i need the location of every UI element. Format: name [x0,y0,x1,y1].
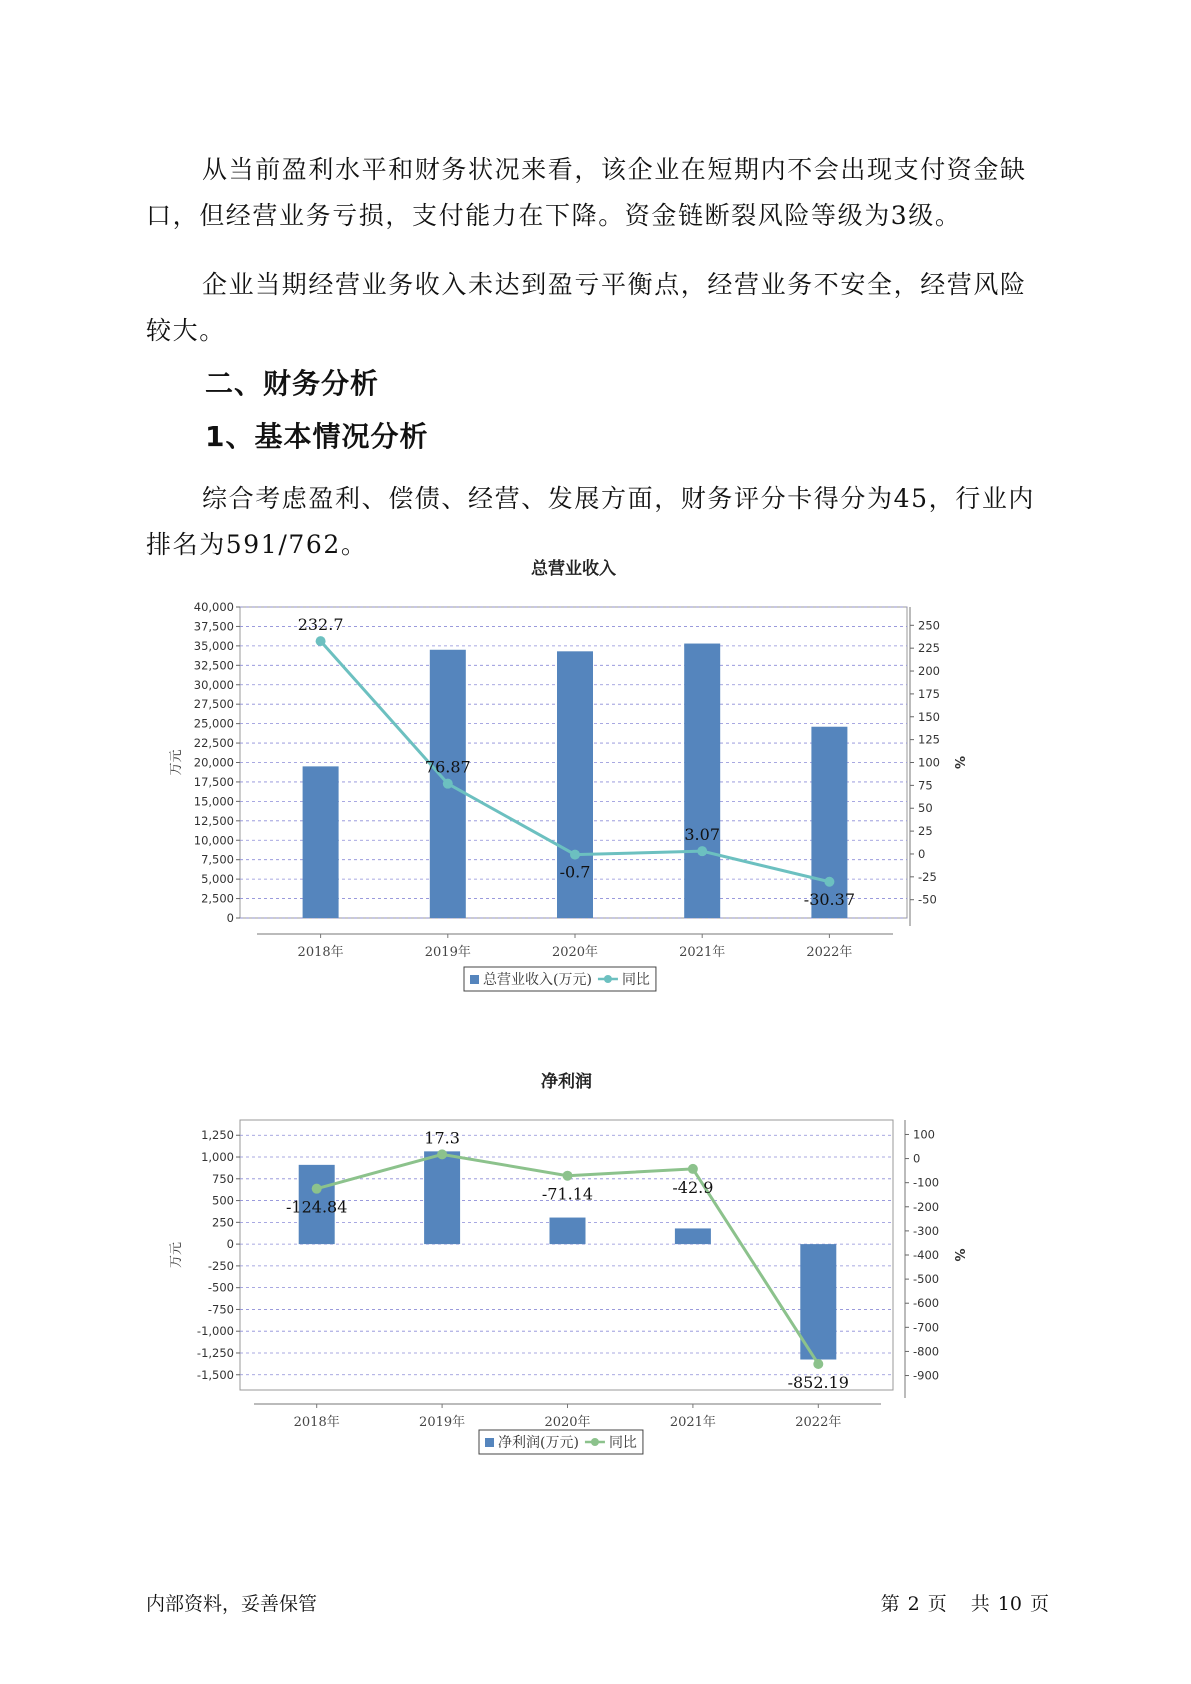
y2-tick-label: 100 [913,1127,935,1142]
y-tick-label: 2,500 [201,891,234,906]
legend-line-marker [591,1438,599,1446]
yoy-data-label: -30.37 [803,889,856,909]
net-profit-chart [0,1072,1191,1560]
y-tick-label: 15,000 [193,794,234,809]
bar [684,644,720,918]
y2-tick-label: -300 [913,1223,940,1238]
x-tick-label: 2020年 [544,1415,591,1430]
legend-bar-swatch [485,1438,494,1447]
y2-tick-label: -800 [913,1344,940,1359]
yoy-point [688,1164,698,1174]
y-tick-label: -750 [207,1302,234,1317]
y2-tick-label: 50 [918,801,933,816]
bar [424,1151,460,1244]
yoy-point [570,850,580,860]
y2-tick-label: 225 [918,641,940,656]
yoy-point [697,846,707,856]
x-tick-label: 2018年 [293,1415,340,1430]
y2-tick-label: -600 [913,1296,940,1311]
y2-tick-label: 0 [918,846,926,861]
plot-area [240,1120,893,1393]
y-tick-label: 12,500 [193,813,234,828]
x-tick-label: 2022年 [806,945,853,960]
yoy-point [437,1149,447,1159]
y-tick-label: 0 [226,1237,234,1252]
footer-total-prefix: 共 [970,1593,990,1615]
yoy-point [824,877,834,887]
y-tick-label: -1,250 [196,1345,234,1360]
x-tick-label: 2019年 [419,1415,466,1430]
y2-tick-label: -200 [913,1199,940,1214]
y-tick-label: 32,500 [193,658,234,673]
y2-axis-label: % [951,755,966,770]
y-tick-label: -1,000 [196,1324,234,1339]
legend-line-label: 同比 [621,972,650,988]
y-tick-label: 5,000 [201,872,234,887]
yoy-point [312,1184,322,1194]
y2-tick-label: -400 [913,1248,940,1262]
yoy-point [316,636,326,646]
legend-bar-swatch [470,975,479,984]
x-tick-label: 2019年 [424,945,471,960]
bar [303,766,339,918]
bar [675,1228,711,1244]
y-tick-label: 1,250 [201,1128,234,1143]
footer-page-unit: 页 [927,1593,947,1615]
y2-tick-label: 25 [918,824,933,839]
yoy-data-label: 17.3 [424,1128,460,1148]
y2-tick-label: -900 [913,1368,940,1383]
y2-tick-label: 200 [918,664,940,679]
revenue-chart-svg [0,559,1191,1050]
chart-title: 总营业收入 [531,559,616,579]
y2-tick-label: -500 [913,1272,940,1287]
y-tick-label: 37,500 [193,619,234,634]
y-tick-label: 750 [212,1171,234,1186]
y2-tick-label: 250 [918,618,940,633]
paragraph-operating-risk-text: 企业当期经营业务收入未达到盈亏平衡点，经营业务不安全，经营风险较大。 [146,270,1027,345]
subsection-heading-basic-analysis: 1、基本情况分析 [205,420,429,453]
footer-total-num: 10 [997,1593,1022,1615]
chart-title: 净利润 [541,1072,592,1092]
bar [550,1218,586,1245]
y-tick-label: 0 [226,911,234,925]
y-tick-label: -250 [207,1258,234,1273]
y-tick-label: 250 [212,1215,234,1230]
section-heading-financial-analysis: 二、财务分析 [205,367,380,400]
legend-line-marker [604,975,612,983]
y2-axis-label: % [951,1248,966,1262]
y2-tick-label: 100 [918,755,940,770]
y-tick-label: 7,500 [201,852,234,867]
y2-tick-label: -50 [918,892,937,907]
y2-tick-label: 175 [918,686,940,701]
legend-bar-label: 净利润(万元) [498,1435,579,1451]
yoy-point [563,1171,573,1181]
yoy-data-label: -0.7 [559,862,591,882]
y-tick-label: 25,000 [193,716,234,731]
y2-tick-label: 125 [918,732,940,747]
y-tick-label: 27,500 [193,697,234,712]
y2-tick-label: 75 [918,778,933,793]
yoy-point [813,1359,823,1369]
y-tick-label: 20,000 [193,755,234,770]
y-tick-label: 35,000 [193,638,234,653]
footer-total-unit: 页 [1029,1593,1049,1615]
y2-tick-label: -100 [913,1175,940,1190]
x-tick-label: 2022年 [795,1415,842,1430]
x-tick-label: 2021年 [679,945,726,960]
x-tick-label: 2021年 [669,1415,716,1430]
footer-page-num: 2 [907,1593,920,1615]
net-profit-chart-svg [0,1072,1191,1560]
y-axis-label: 万元 [169,749,184,776]
paragraph-score-text: 综合考虑盈利、偿债、经营、发展方面，财务评分卡得分为45，行业内排名为591/762。 [146,484,1036,559]
yoy-data-label: -71.14 [541,1184,594,1204]
y-tick-label: 500 [212,1193,234,1208]
y2-tick-label: -25 [918,869,937,884]
footer-confidential-note: 内部资料，妥善保管 [146,1593,318,1615]
y-tick-label: 40,000 [193,600,234,614]
revenue-chart [0,559,1191,1050]
paragraph-operating-risk [146,262,1046,354]
y-tick-label: -1,500 [196,1367,234,1382]
y2-tick-label: -700 [913,1320,940,1335]
y-tick-label: 17,500 [193,774,234,789]
yoy-data-label: -852.19 [787,1373,849,1393]
paragraph-payment-risk [146,147,1046,239]
yoy-point [443,779,453,789]
yoy-data-label: -42.9 [672,1177,714,1197]
y-tick-label: 1,000 [201,1150,234,1165]
x-tick-label: 2020年 [551,945,599,960]
y-tick-label: 30,000 [193,677,234,692]
legend-bar-label: 总营业收入(万元) [483,972,592,988]
paragraph-score [146,476,1046,568]
footer-page-prefix: 第 [880,1593,900,1615]
paragraph-payment-risk-text: 从当前盈利水平和财务状况来看，该企业在短期内不会出现支付资金缺口，但经营业务亏损，支付能力在下降。资金链断裂风险等级为3级。 [146,155,1027,230]
y-tick-label: -500 [207,1280,234,1295]
y2-tick-label: 0 [913,1151,921,1166]
yoy-data-label: 3.07 [684,825,721,845]
yoy-data-label: -124.84 [286,1197,348,1217]
y-tick-label: 22,500 [193,736,234,751]
y2-tick-label: 150 [918,709,940,724]
legend-line-label: 同比 [608,1435,637,1451]
y-tick-label: 10,000 [193,833,234,848]
yoy-data-label: 76.87 [424,757,471,777]
y-axis-label: 万元 [169,1241,184,1269]
x-tick-label: 2018年 [297,945,344,960]
yoy-data-label: 232.7 [297,615,344,635]
footer-page-number [877,1589,1053,1616]
